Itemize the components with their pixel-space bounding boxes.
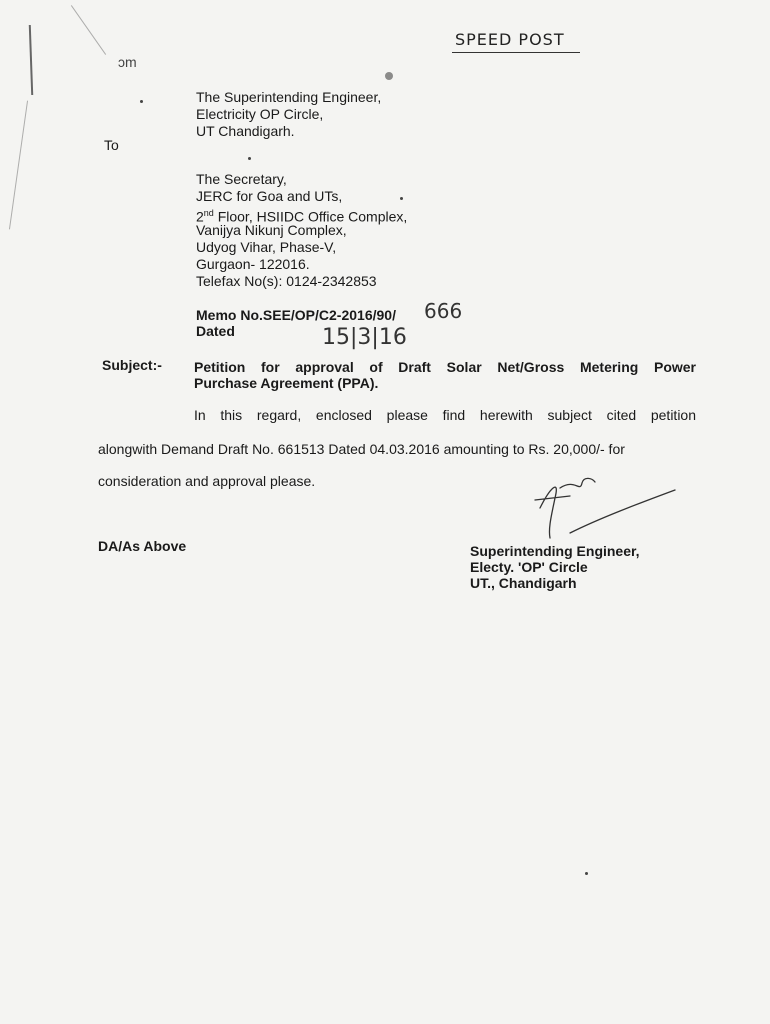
body-line-2: alongwith Demand Draft No. 661513 Dated 04.03.2016 amounting to Rs. 20,000/- for [98,441,625,457]
speed-post-note: SPEED POST [455,30,565,49]
signature-line-1: Superintending Engineer, [470,543,640,559]
to-label: To [104,137,119,153]
signature-scribble [520,468,680,548]
enclosure-note: DA/As Above [98,538,187,554]
memo-number: Memo No.SEE/OP/C2-2016/90/ [196,307,396,323]
scan-edge-mark [9,101,28,230]
scan-edge-mark [29,25,33,95]
dated-handwritten: 15|3|16 [322,325,407,350]
sender-line-1: The Superintending Engineer, [196,89,382,105]
subject-label: Subject:- [102,357,162,373]
recipient-line-1: The Secretary, [196,171,287,187]
recipient-line-4: Vanijya Nikunj Complex, [196,222,347,238]
scan-edge-mark [71,5,106,55]
scan-speck [248,157,251,160]
speed-post-underline [452,52,580,53]
sender-line-2: Electricity OP Circle, [196,106,324,122]
dated-label: Dated [196,323,235,339]
recipient-line-5: Udyog Vihar, Phase-V, [196,239,337,255]
sender-line-3: UT Chandigarh. [196,123,295,139]
subject-line-2: Purchase Agreement (PPA). [194,375,379,391]
scan-speck [385,72,393,80]
scan-speck [140,100,143,103]
body-line-1 [194,399,696,432]
body-line-3: consideration and approval please. [98,473,316,489]
signature-line-2: Electy. 'OP' Circle [470,559,588,575]
body-text-1: In this regard, enclosed please find herewith subject cited petition [194,407,696,423]
subject-line-1 [194,359,696,376]
recipient-line-6: Gurgaon- 122016. [196,256,310,272]
scan-speck [585,872,588,875]
from-fragment: ɔm [118,54,137,70]
memo-handwritten-number: 666 [424,299,463,323]
signature-line-3: UT., Chandigarh [470,575,577,591]
floor-address: Floor, HSIIDC Office Complex, [213,208,408,225]
recipient-line-7: Telefax No(s): 0124-2342853 [196,273,377,289]
floor-number: 2 [196,208,204,225]
recipient-line-2: JERC for Goa and UTs, [196,188,343,204]
subject-text-1: Petition for approval of Draft Solar Net/Gross Metering Power [194,359,696,375]
floor-ordinal: nd [203,208,214,218]
scan-speck [400,197,403,200]
